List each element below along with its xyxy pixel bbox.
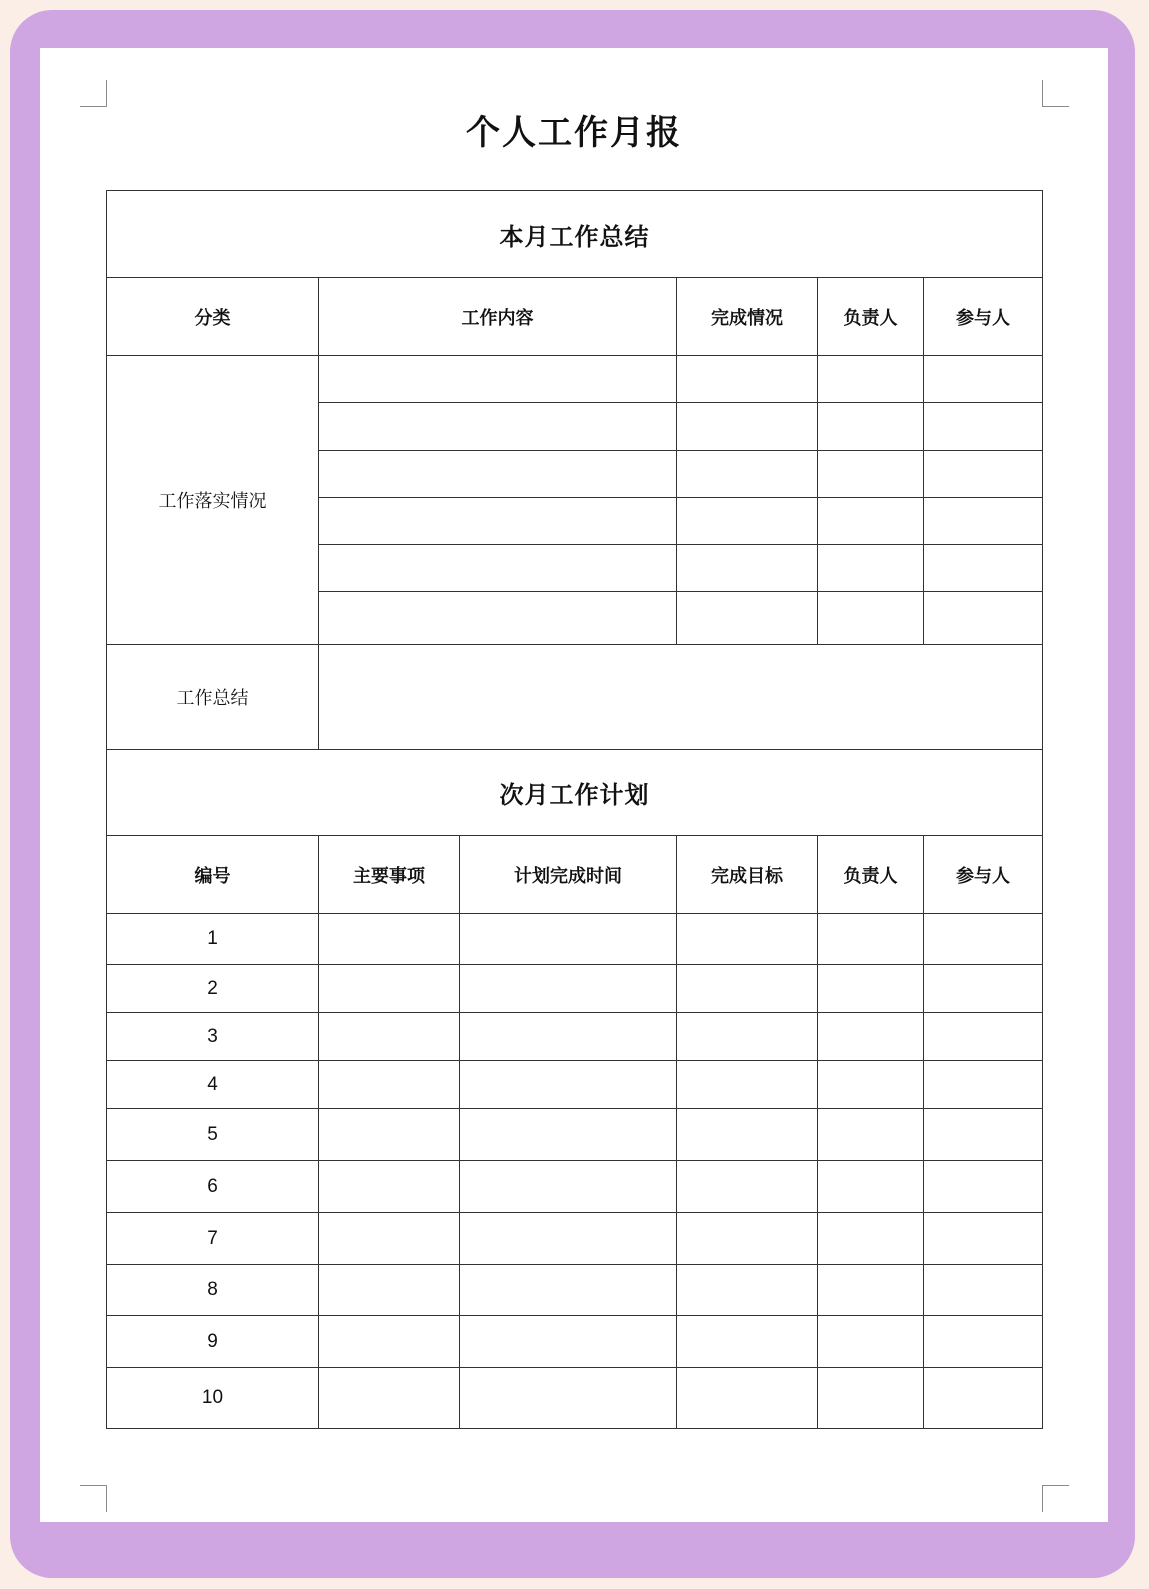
plan-header-row [107,836,1043,914]
owner-cell[interactable] [818,1316,924,1368]
plan-row [107,1013,1043,1061]
plan-row [107,965,1043,1013]
crop-mark-bottom-left [80,1485,107,1512]
participants-cell[interactable] [924,1161,1043,1213]
row-number: 5 [107,1109,319,1161]
planned-time-cell[interactable] [460,1213,677,1265]
participants-cell[interactable] [924,498,1043,545]
implementation-row [107,356,1043,403]
category-work-summary: 工作总结 [107,645,319,750]
column-header-number: 编号 [107,836,319,914]
participants-cell[interactable] [924,1013,1043,1061]
target-cell[interactable] [677,1161,818,1213]
planned-time-cell[interactable] [460,1316,677,1368]
planned-time-cell[interactable] [460,1368,677,1429]
main-item-cell[interactable] [319,1013,460,1061]
summary-heading-row [107,191,1043,278]
participants-cell[interactable] [924,592,1043,645]
participants-cell[interactable] [924,1316,1043,1368]
participants-cell[interactable] [924,1109,1043,1161]
row-number: 7 [107,1213,319,1265]
planned-time-cell[interactable] [460,1061,677,1109]
category-implementation: 工作落实情况 [107,356,319,645]
planned-time-cell[interactable] [460,965,677,1013]
participants-cell[interactable] [924,403,1043,451]
owner-cell[interactable] [818,1368,924,1429]
completion-status-cell[interactable] [677,592,818,645]
plan-row [107,1368,1043,1429]
column-header-main-item: 主要事项 [319,836,460,914]
main-item-cell[interactable] [319,914,460,965]
completion-status-cell[interactable] [677,356,818,403]
work-content-cell[interactable] [319,403,677,451]
work-summary-row [107,645,1043,750]
owner-cell[interactable] [818,545,924,592]
owner-cell[interactable] [818,451,924,498]
monthly-report-table [106,190,1043,1429]
target-cell[interactable] [677,1316,818,1368]
column-header-participants: 参与人 [924,278,1043,356]
main-item-cell[interactable] [319,1161,460,1213]
owner-cell[interactable] [818,914,924,965]
column-header-category: 分类 [107,278,319,356]
completion-status-cell[interactable] [677,498,818,545]
work-summary-cell[interactable] [319,645,1043,750]
work-content-cell[interactable] [319,545,677,592]
summary-header-row [107,278,1043,356]
owner-cell[interactable] [818,965,924,1013]
column-header-owner: 负责人 [818,836,924,914]
participants-cell[interactable] [924,965,1043,1013]
column-header-participants: 参与人 [924,836,1043,914]
row-number: 8 [107,1265,319,1316]
participants-cell[interactable] [924,1213,1043,1265]
plan-row [107,1265,1043,1316]
plan-row [107,1316,1043,1368]
plan-row [107,1213,1043,1265]
owner-cell[interactable] [818,498,924,545]
summary-section-title: 本月工作总结 [107,191,1043,278]
main-item-cell[interactable] [319,1368,460,1429]
target-cell[interactable] [677,965,818,1013]
work-content-cell[interactable] [319,592,677,645]
plan-section-title: 次月工作计划 [107,750,1043,836]
owner-cell[interactable] [818,1109,924,1161]
plan-row [107,1061,1043,1109]
column-header-work-content: 工作内容 [319,278,677,356]
planned-time-cell[interactable] [460,1161,677,1213]
work-content-cell[interactable] [319,356,677,403]
column-header-completion-status: 完成情况 [677,278,818,356]
main-item-cell[interactable] [319,1061,460,1109]
planned-time-cell[interactable] [460,914,677,965]
target-cell[interactable] [677,1013,818,1061]
completion-status-cell[interactable] [677,403,818,451]
completion-status-cell[interactable] [677,545,818,592]
column-header-completion-target: 完成目标 [677,836,818,914]
row-number: 10 [107,1368,319,1429]
participants-cell[interactable] [924,356,1043,403]
participants-cell[interactable] [924,1061,1043,1109]
row-number: 9 [107,1316,319,1368]
participants-cell[interactable] [924,545,1043,592]
target-cell[interactable] [677,1368,818,1429]
target-cell[interactable] [677,1213,818,1265]
column-header-planned-completion-time: 计划完成时间 [460,836,677,914]
owner-cell[interactable] [818,1013,924,1061]
target-cell[interactable] [677,1061,818,1109]
main-item-cell[interactable] [319,1213,460,1265]
plan-row [107,1109,1043,1161]
completion-status-cell[interactable] [677,451,818,498]
participants-cell[interactable] [924,914,1043,965]
plan-row [107,914,1043,965]
owner-cell[interactable] [818,1061,924,1109]
crop-mark-top-right [1042,80,1069,107]
owner-cell[interactable] [818,592,924,645]
target-cell[interactable] [677,1265,818,1316]
plan-row [107,1161,1043,1213]
crop-mark-top-left [80,80,107,107]
document-title: 个人工作月报 [466,113,682,153]
column-header-owner: 负责人 [818,278,924,356]
main-item-cell[interactable] [319,1316,460,1368]
participants-cell[interactable] [924,1265,1043,1316]
planned-time-cell[interactable] [460,1109,677,1161]
owner-cell[interactable] [818,1265,924,1316]
target-cell[interactable] [677,914,818,965]
participants-cell[interactable] [924,451,1043,498]
planned-time-cell[interactable] [460,1013,677,1061]
row-number: 6 [107,1161,319,1213]
target-cell[interactable] [677,1109,818,1161]
row-number: 3 [107,1013,319,1061]
plan-heading-row [107,750,1043,836]
crop-mark-bottom-right [1042,1485,1069,1512]
owner-cell[interactable] [818,1161,924,1213]
row-number: 4 [107,1061,319,1109]
owner-cell[interactable] [818,403,924,451]
main-item-cell[interactable] [319,1109,460,1161]
participants-cell[interactable] [924,1368,1043,1429]
work-content-cell[interactable] [319,498,677,545]
main-item-cell[interactable] [319,965,460,1013]
planned-time-cell[interactable] [460,1265,677,1316]
row-number: 1 [107,914,319,965]
row-number: 2 [107,965,319,1013]
owner-cell[interactable] [818,1213,924,1265]
work-content-cell[interactable] [319,451,677,498]
owner-cell[interactable] [818,356,924,403]
main-item-cell[interactable] [319,1265,460,1316]
